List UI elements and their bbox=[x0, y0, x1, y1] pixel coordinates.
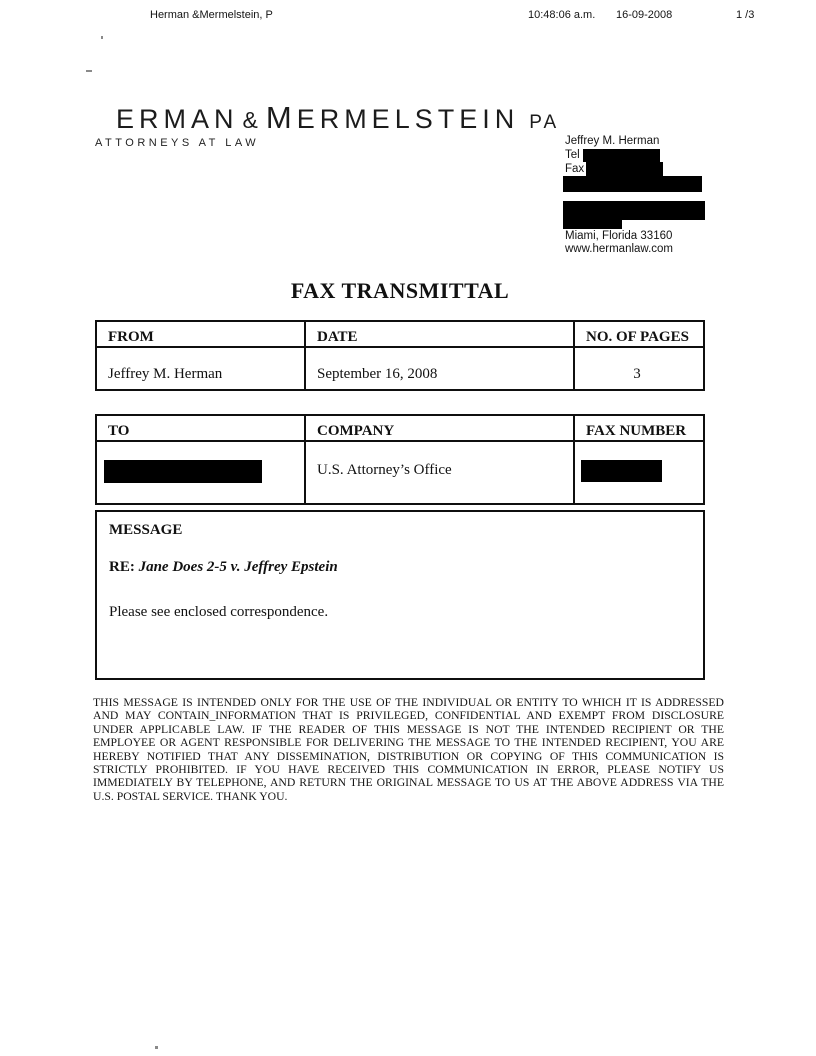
date-header-cell: DATE bbox=[304, 322, 573, 346]
from-header-cell: FROM bbox=[108, 329, 154, 345]
scan-header-date: 16-09-2008 bbox=[616, 9, 673, 21]
scan-artifact-dash bbox=[86, 70, 92, 72]
pages-header-cell: NO. OF PAGES bbox=[573, 322, 703, 346]
contact-fax-label: Fax bbox=[565, 163, 585, 175]
to-table-value-row bbox=[97, 440, 703, 503]
contact-tel-label: Tel bbox=[565, 149, 580, 161]
fax-number-header-cell: FAX NUMBER bbox=[573, 416, 703, 440]
re-label: RE: bbox=[109, 559, 135, 575]
firm-tagline: ATTORNEYS AT LAW bbox=[95, 137, 260, 149]
date-value-cell: September 16, 2008 bbox=[304, 348, 573, 389]
firm-name-ampersand: & bbox=[242, 107, 258, 133]
company-value-cell bbox=[304, 442, 573, 503]
redaction-fax-number bbox=[586, 162, 663, 176]
scan-artifact-dot bbox=[155, 1046, 158, 1049]
firm-name bbox=[116, 100, 559, 136]
contact-website: www.hermanlaw.com bbox=[565, 243, 674, 255]
fax-number-value-cell bbox=[573, 442, 703, 503]
to-value-cell bbox=[97, 442, 304, 503]
redaction-tel-number bbox=[583, 149, 660, 162]
scan-header-sender: Herman &Mermelstein, P bbox=[150, 9, 273, 21]
firm-name-suffix: PA bbox=[529, 112, 560, 133]
firm-name-part2-initial: M bbox=[265, 100, 297, 135]
to-table bbox=[95, 414, 705, 505]
message-label: MESSAGE bbox=[109, 522, 183, 538]
scan-artifact-dot bbox=[101, 36, 103, 39]
message-re-line bbox=[109, 559, 338, 576]
firm-name-part2-rest: ERMELSTEIN bbox=[296, 104, 520, 134]
redaction-destination-fax bbox=[581, 460, 662, 482]
from-table-value-row bbox=[97, 346, 703, 389]
message-body: Please see enclosed correspondence. bbox=[109, 604, 329, 620]
redaction-address-line1 bbox=[563, 201, 705, 220]
to-table-header-row bbox=[97, 416, 703, 440]
firm-name-part1: ERMAN bbox=[116, 104, 239, 134]
company-header-cell: COMPANY bbox=[304, 416, 573, 440]
scan-header-time: 10:48:06 a.m. bbox=[528, 9, 596, 21]
contact-name: Jeffrey M. Herman bbox=[565, 135, 660, 147]
scan-header-page-count: 1 /3 bbox=[736, 9, 755, 21]
company-value: U.S. Attorney’s Office bbox=[317, 462, 452, 478]
message-box bbox=[95, 510, 705, 680]
redaction-contact-line bbox=[563, 176, 702, 192]
confidentiality-disclaimer: THIS MESSAGE IS INTENDED ONLY FOR THE USE OF THE INDIVIDUAL OR ENTITY TO WHICH IT IS ADDRESSED AND MAY CONTAIN_INFORMATION THAT IS PRIVILEGED, CONFIDENTIAL AND EXEMPT FROM DISCLOSURE UNDER APPLICABLE LAW. IF THE READER OF THIS MESSAGE IS NOT THE INTENDED RECIPIENT OR THE EMPLOYEE OR AGENT RESPONSIBLE FOR DELIVERING THE MESSAGE TO THE INTENDED RECIPIENT, YOU ARE HEREBY NOTIFIED THAT ANY DISSEMINATION, DISTRIBUTION OR COPYING OF THIS COMMUNICATION IS STRICTLY PROHIBITED. IF YOU HAVE RECEIVED THIS COMMUNICATION IN ERROR, PLEASE NOTIFY US IMMEDIATELY BY TELEPHONE, AND RETURN THE ORIGINAL MESSAGE TO US AT THE ABOVE ADDRESS VIA THE U.S. POSTAL SERVICE. THANK YOU. bbox=[93, 696, 724, 803]
case-subject: Jane Does 2-5 v. Jeffrey Epstein bbox=[138, 559, 338, 575]
redaction-address-line2 bbox=[563, 220, 622, 229]
pages-value-cell: 3 bbox=[573, 348, 703, 389]
from-table bbox=[95, 320, 705, 391]
redaction-recipient-name bbox=[104, 460, 262, 483]
contact-city-line: Miami, Florida 33160 bbox=[565, 230, 673, 242]
from-table-header-row bbox=[97, 322, 703, 346]
from-value-cell: Jeffrey M. Herman bbox=[108, 366, 223, 382]
to-header-cell: TO bbox=[108, 423, 130, 439]
document-title: FAX TRANSMITTAL bbox=[290, 278, 510, 303]
